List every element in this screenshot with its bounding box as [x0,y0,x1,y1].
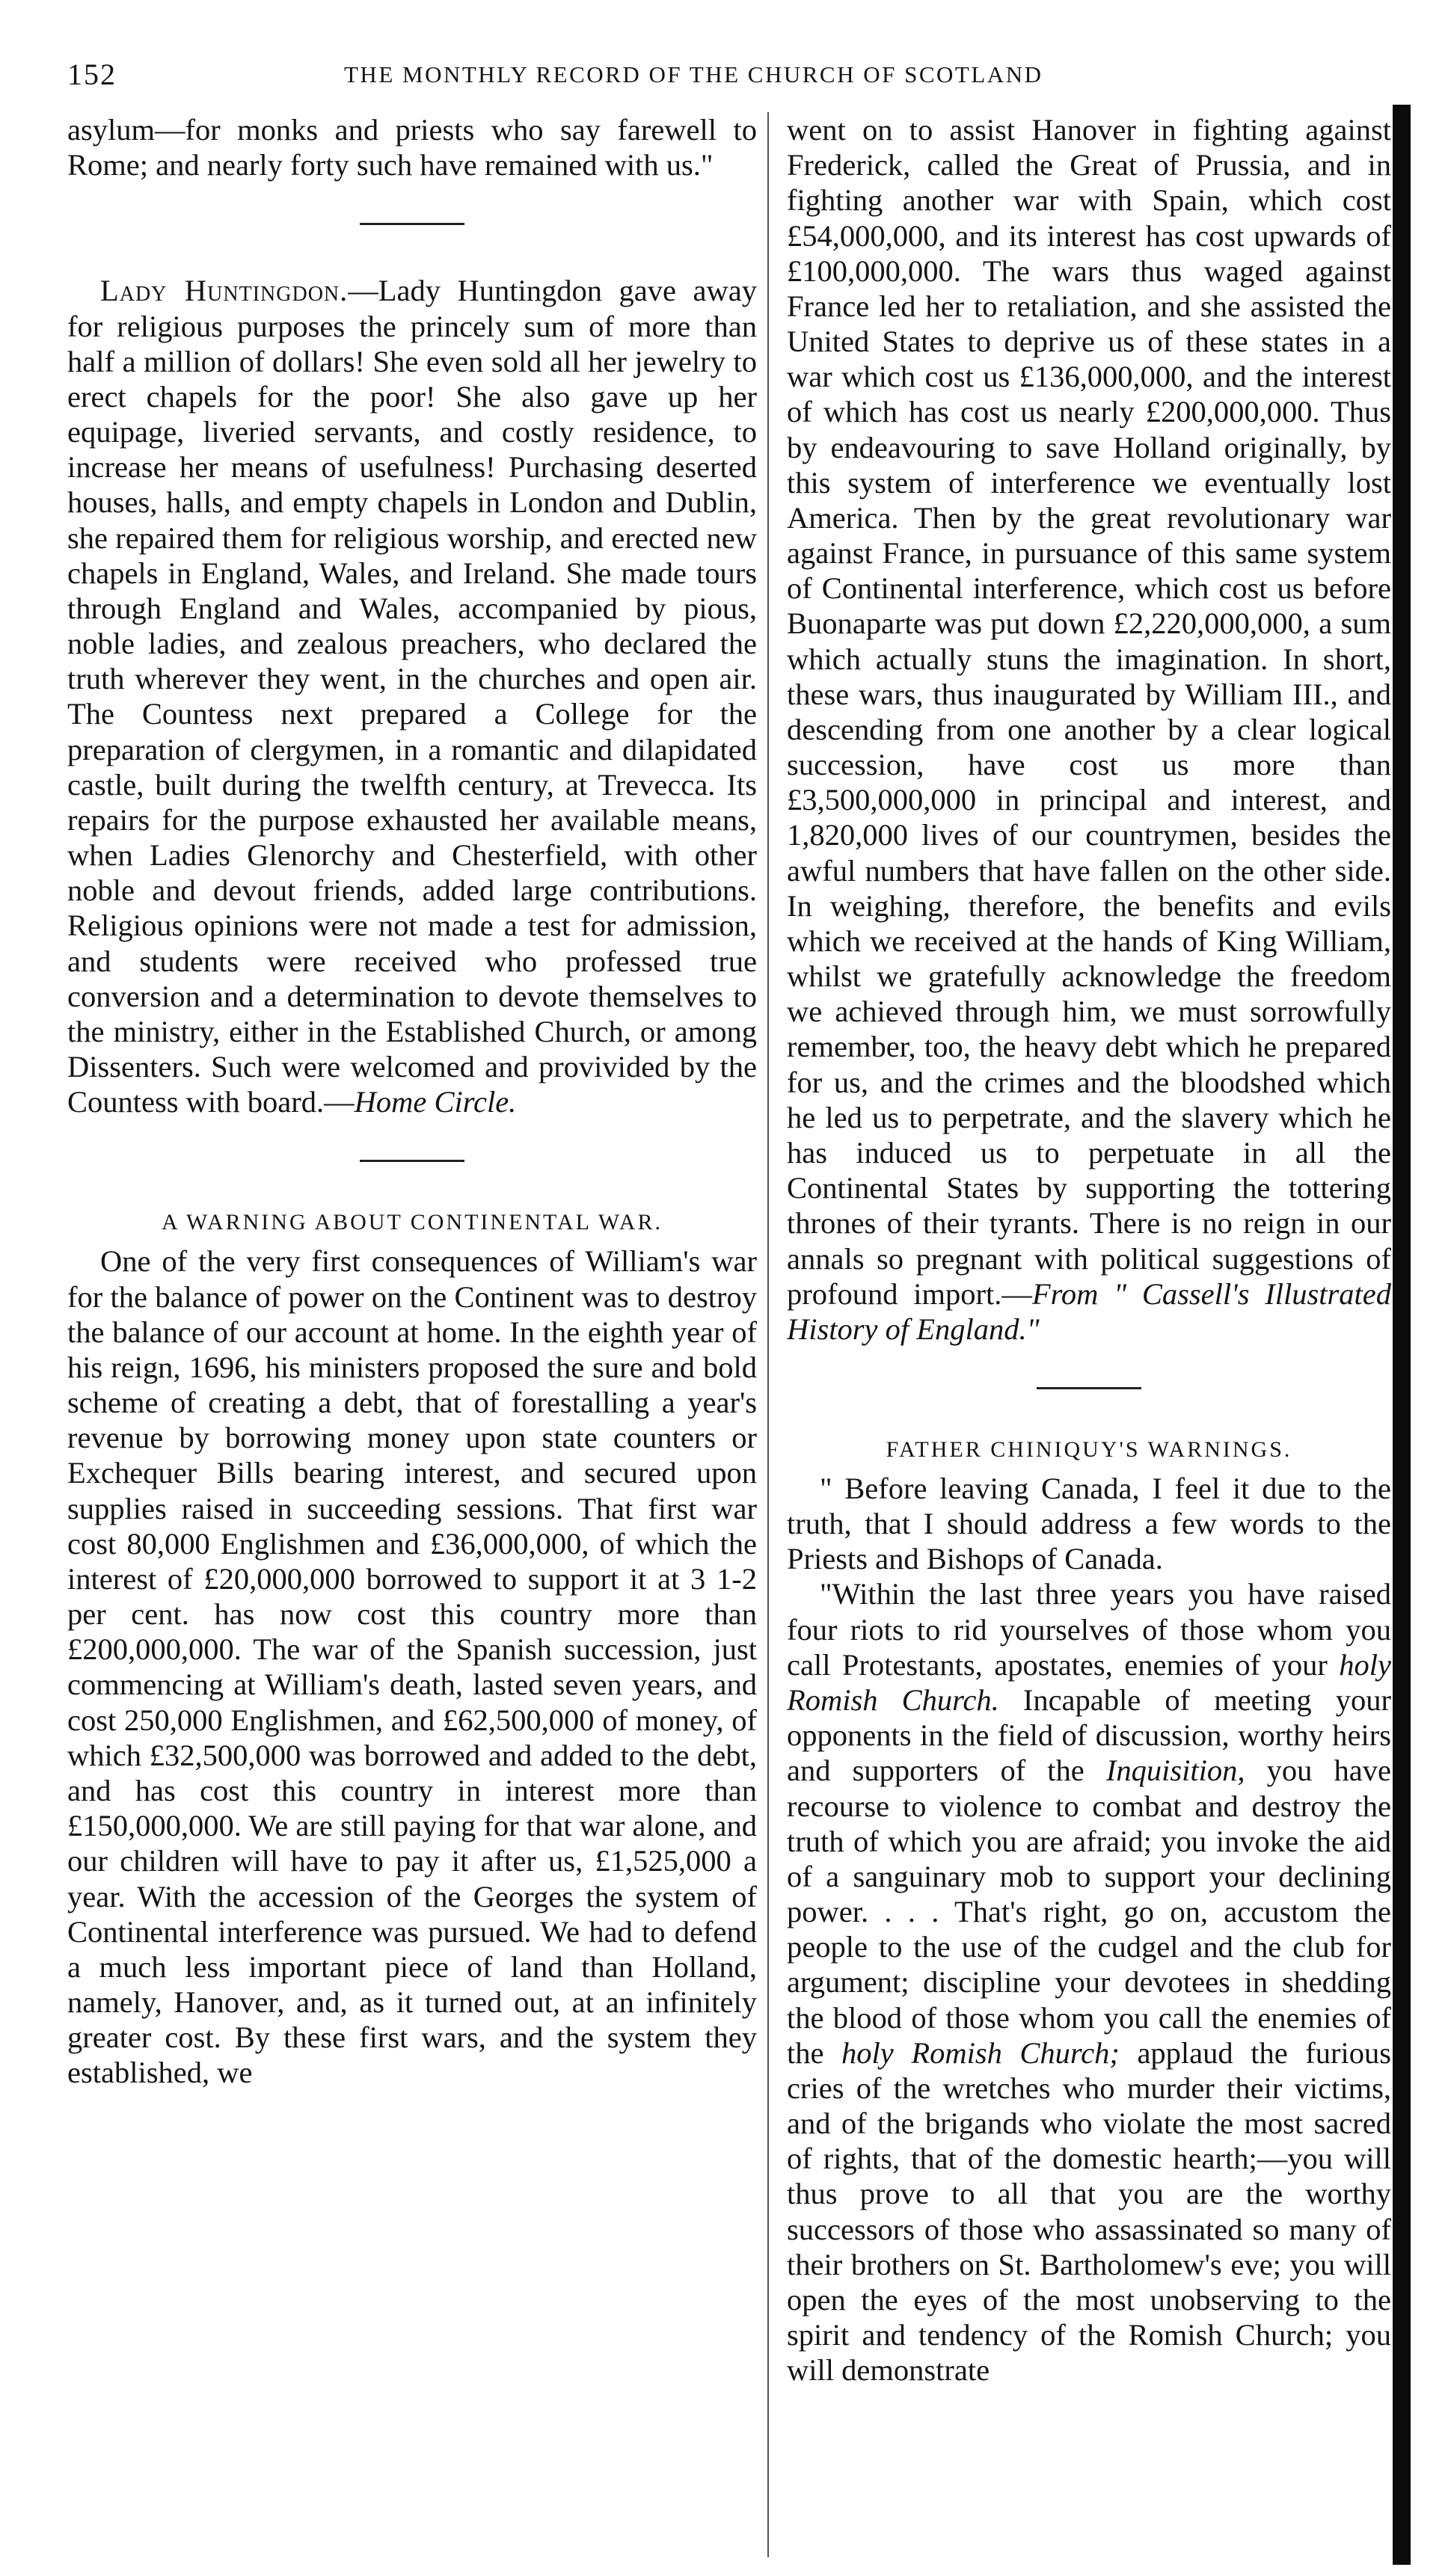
warning-continued-text: went on to assist Hanover in fighting against Frederick, called the Great of Prussia, and in fighting another war with Spain, which cost £54,000,000, and its interest has cost upwards of £100,000,000. The wars thus waged against France led her to retaliation, and she assisted the United States to deprive us of these states in a war which cost us £136,000,000, and the interest of which has cost us nearly £200,000,000. Thus by endeavouring to save Holland originally, by this system of interference we eventually lost America. Then by the great revolutionary war against France, in pursuance of this same system of Continental interference, which cost us before Buonaparte was put down £2,220,000,000, a sum which actually stuns the imagination. In short, these wars, thus inaugurated by William III., and descending from one another by a clear logical succession, have cost us more than £3,500,000,000 in principal and interest, and 1,820,000 lives of our countrymen, besides the awful numbers that have fallen on the other side. In weighing, therefore, the benefits and evils which we received at the hands of King William, whilst we gratefully acknowledge the freedom we achieved through him, we must sorrowfully remember, too, the heavy debt which he prepared for us, and the crimes and the bloodshed which he led us to perpetrate, and the slavery which he has induced us to perpetuate in all the Continental States by supporting the tottering thrones of their tyrants. There is no reign in our annals so pregnant with political suggestions of profound import.— [787,113,1391,1311]
section-separator [1037,1387,1141,1389]
chiniquy-text-b: Incapable of meeting your opponents in the field of discussion, worthy heirs and supporters of the [787,1682,1391,1788]
running-title: THE MONTHLY RECORD OF THE CHURCH OF SCOTLAND [344,61,1043,87]
chiniquy-italic-2: Inquisition, [1105,1753,1245,1788]
chiniquy-main-paragraph [787,1576,1391,2388]
column-divider [767,112,769,2557]
binding-edge-shadow [1393,105,1411,2565]
chiniquy-italic-1: holy Romish Church. [787,1647,1391,1717]
huntingdon-paragraph [67,273,757,1119]
chiniquy-italic-3: holy Romish Church; [841,2035,1120,2070]
warning-heading: A WARNING ABOUT CONTINENTAL WAR. [162,1210,663,1235]
warning-continued-paragraph [787,112,1391,1347]
huntingdon-text: —Lady Huntingdon gave away for religious purposes the princely sum of more than half a million of dollars! She even sold all her jewelry to erect chapels for the poor! She also gave up her equipage, liveried servants, and costly residence, to increase her means of usefulness! Purchasing deserted houses, halls, and empty chapels in London and Dublin, she repaired them for religious worship, and erected new chapels in England, Wales, and Ireland. She made tours through England and Wales, accompanied by pious, noble ladies, and zealous preachers, who declared the truth wherever they went, in the churches and open air. The Countess next prepared a College for the preparation of clergymen, in a romantic and dilapidated castle, built during the twelfth century, at Trevecca. Its repairs for the purpose exhausted her available means, when Ladies Glenorchy and Chesterfield, with other noble and devout friends, added large contributions. Religious opinions were not made a test for admission, and students were received who professed true conversion and a determination to devote themselves to the ministry, either in the Established Church, or among Dissenters. Such were welcomed and provivided by the Countess with board.— [67,274,757,1119]
right-column [787,112,1391,2557]
section-separator [360,223,464,225]
chiniquy-intro-paragraph: " Before leaving Canada, I feel it due to the truth, that I should address a few words to the Priests and Bishops of Canada. [787,1471,1391,1576]
chiniquy-text-d: applaud the furious cries of the wretches who murder their victims, and of the brigands who violate the most sacred of rights, that of the domestic hearth;—you will thus prove to all that you are the worthy successors of those who assassinated so many of their brothers on St. Bartholomew's eve; you will open the eyes of the most unobserving to the spirit and tendency of the Romish Church; you will demonstrate [787,2035,1391,2388]
huntingdon-source: Home Circle. [354,1085,517,1119]
left-column [67,112,757,2091]
chiniquy-heading: FATHER CHINIQUY'S WARNINGS. [886,1437,1292,1463]
huntingdon-lead: Lady Huntingdon. [100,274,349,308]
warning-paragraph: One of the very first consequences of William's war for the balance of power on the Continent was to destroy the balance of our account at home. In the eighth year of his reign, 1696, his ministers proposed the sure and bold scheme of creating a debt, that of forestalling a year's revenue by borrowing money upon state counters or Exchequer Bills bearing interest, and secured upon supplies raised in succeeding sessions. That first war cost 80,000 Englishmen and £36,000,000, of which the interest of £20,000,000 borrowed to support it at 3 1-2 per cent. has now cost this country more than £200,000,000. The war of the Spanish succession, just commencing at William's death, lasted seven years, and cost 250,000 Englishmen, and £62,500,000 of money, of which £32,500,000 was borrowed and added to the debt, and has cost this country in interest more than £150,000,000. We are still paying for that war alone, and our children will have to pay it after us, £1,525,000 a year. With the accession of the Georges the system of Continental interference was pursued. We had to defend a much less important piece of land than Holland, namely, Hanover, and, as it turned out, at an infinitely greater cost. By these first wars, and the system they established, we [67,1244,757,2090]
asylum-paragraph: asylum—for monks and priests who say farewell to Rome; and nearly forty such have remained with us." [67,113,757,182]
warning-source: From " Cassell's Illustrated History of England." [787,1276,1391,1346]
page-header [67,51,1354,96]
chiniquy-text-c: you have recourse to violence to combat and destroy the truth of which you are afraid; you invoke the aid of a sanguinary mob to support your declining power. . . . That's right, go on, accustom the people to the use of the cudgel and the club for argument; discipline your devotees in shedding the blood of those whom you call the enemies of the [787,1753,1391,2070]
page-number: 152 [67,58,117,91]
section-separator [360,1160,464,1162]
chiniquy-text-a: "Within the last three years you have raised four riots to rid yourselves of those whom you call Protestants, apostates, enemies of your [787,1577,1391,1682]
